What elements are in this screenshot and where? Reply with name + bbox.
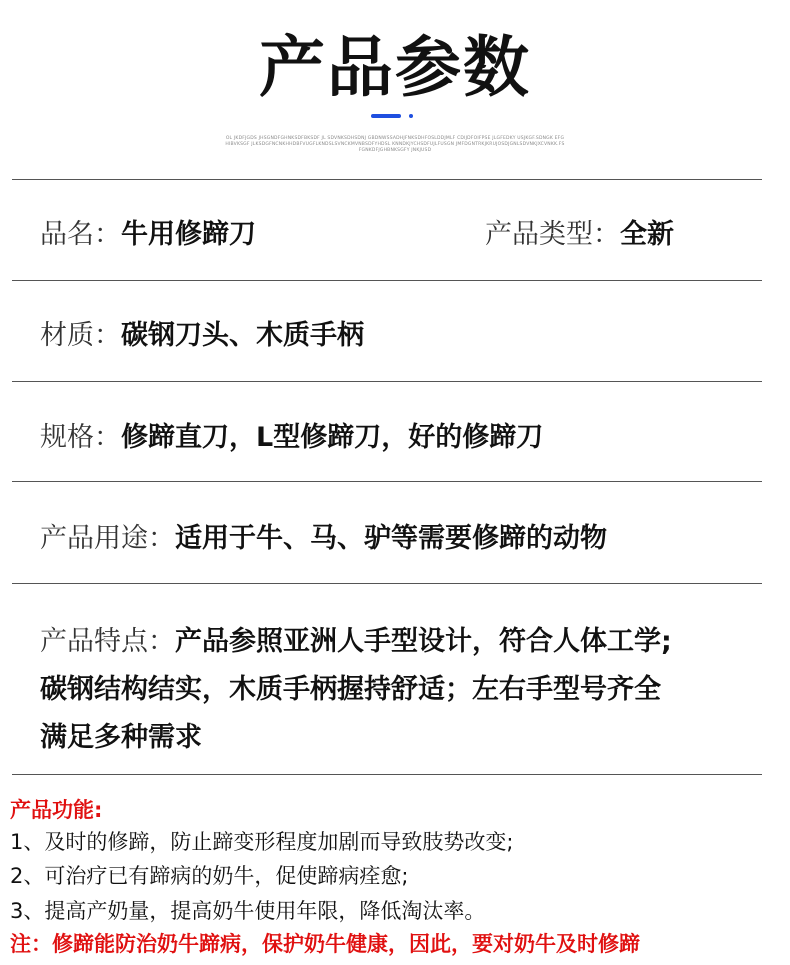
param-row-use <box>40 516 607 555</box>
functions-note: 注：修蹄能防治奶牛蹄病，保护奶牛健康，因此，要对奶牛及时修蹄 <box>10 932 640 956</box>
divider <box>12 179 762 180</box>
param-value: 牛用修蹄刀 <box>121 219 256 250</box>
param-value: 产品参照亚洲人手型设计，符合人体工学; <box>175 626 672 657</box>
fine-print: OL JKDFJGDS JHSGNDFGHNKSDFBKSDF JL SDVNKSDHSDNJ GBDNWSSADHJFNKSDHFOSLDDJMLF CDIJDFOIFPSE JLGFEDKY USJKGF.SDNGK EFGHIBVKSGF JLKSDGFNCNKHHDBFVUGFLKNDSLSVNCKMVNBSDFYHDSL KNNDKJYCHSDFUJLFUSGN JMFDGNTRKJKRUJOSDJGNLSDVNKJXCVNKK.FSFGNKDFJGHBNKSGFY JNKJUSD <box>225 136 565 153</box>
feature-line: 碳钢结构结实，木质手柄握持舒适；左右手型号齐全 <box>40 674 661 705</box>
param-row-type <box>485 212 674 251</box>
param-label: 产品特点： <box>40 626 175 657</box>
feature-line <box>40 618 760 666</box>
functions-heading: 产品功能: <box>10 798 103 822</box>
param-label: 产品用途： <box>40 523 175 554</box>
param-value: 全新 <box>620 219 674 250</box>
param-value: 碳钢刀头、木质手柄 <box>121 320 364 351</box>
function-item: 3、提高产奶量，提高奶牛使用年限，降低淘汰率。 <box>10 899 486 923</box>
feature-line: 满足多种需求 <box>40 722 202 753</box>
function-item: 2、可治疗已有蹄病的奶牛，促使蹄病痊愈; <box>10 864 409 888</box>
divider <box>12 381 762 382</box>
param-row-features <box>40 618 760 762</box>
page-title: 产品参数 <box>259 29 531 106</box>
param-row-material <box>40 313 364 352</box>
param-row-name <box>40 212 256 251</box>
divider <box>12 583 762 584</box>
function-item: 1、及时的修蹄，防止蹄变形程度加剧而导致肢势改变; <box>10 830 514 854</box>
param-label: 产品类型： <box>485 219 620 250</box>
divider <box>12 280 762 281</box>
param-label: 品名： <box>40 219 121 250</box>
title-underline <box>371 114 401 118</box>
param-row-spec <box>40 415 543 454</box>
divider <box>12 481 762 482</box>
param-value: 适用于牛、马、驴等需要修蹄的动物 <box>175 523 607 554</box>
param-value: 修蹄直刀，L型修蹄刀，好的修蹄刀 <box>121 422 544 453</box>
title-underline-dot <box>409 114 413 118</box>
divider <box>12 774 762 775</box>
param-label: 规格： <box>40 422 121 453</box>
param-label: 材质： <box>40 320 121 351</box>
